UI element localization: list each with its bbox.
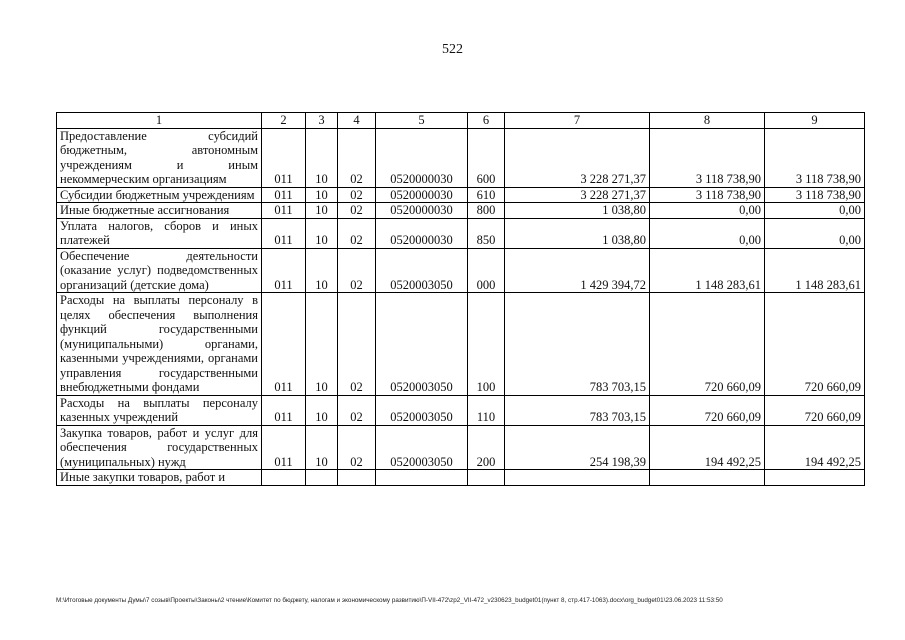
cell-c3: 10 (306, 395, 338, 425)
cell-c9: 194 492,25 (765, 425, 865, 470)
table-row (57, 218, 865, 248)
cell-c7: 783 703,15 (505, 395, 650, 425)
cell-c6: 110 (468, 395, 505, 425)
col-header-1: 1 (57, 113, 262, 129)
page-number: 522 (442, 42, 463, 57)
cell-c6: 100 (468, 293, 505, 396)
col-header-2: 2 (262, 113, 306, 129)
cell-c8 (650, 470, 765, 486)
cell-c5: 0520003050 (376, 395, 468, 425)
cell-c5: 0520000030 (376, 218, 468, 248)
cell-c2: 011 (262, 203, 306, 219)
table-row (57, 293, 865, 396)
cell-c6: 200 (468, 425, 505, 470)
cell-c5: 0520000030 (376, 203, 468, 219)
cell-c7: 254 198,39 (505, 425, 650, 470)
col-header-9: 9 (765, 113, 865, 129)
cell-c8: 3 118 738,90 (650, 128, 765, 187)
table-row (57, 128, 865, 187)
cell-c2: 011 (262, 293, 306, 396)
table-row (57, 187, 865, 203)
cell-c8: 0,00 (650, 218, 765, 248)
cell-c2: 011 (262, 425, 306, 470)
cell-c4: 02 (338, 218, 376, 248)
cell-c6: 600 (468, 128, 505, 187)
cell-c3: 10 (306, 187, 338, 203)
cell-c9: 720 660,09 (765, 293, 865, 396)
cell-c8: 3 118 738,90 (650, 187, 765, 203)
col-header-6: 6 (468, 113, 505, 129)
row-name: Иные закупки товаров, работ и (57, 470, 262, 486)
cell-c5 (376, 470, 468, 486)
row-name: Закупка товаров, работ и услуг для обеспечения государственных (муниципальных) нужд (57, 425, 262, 470)
cell-c4: 02 (338, 248, 376, 293)
cell-c9 (765, 470, 865, 486)
cell-c5: 0520003050 (376, 248, 468, 293)
cell-c9: 0,00 (765, 218, 865, 248)
row-name: Уплата налогов, сборов и иных платежей (57, 218, 262, 248)
row-name: Предоставление субсидий бюджетным, автономным учреждениям и иным некоммерческим организациям (57, 128, 262, 187)
cell-c6: 800 (468, 203, 505, 219)
row-name: Иные бюджетные ассигнования (57, 203, 262, 219)
table-row (57, 395, 865, 425)
cell-c5: 0520000030 (376, 187, 468, 203)
cell-c4: 02 (338, 425, 376, 470)
cell-c5: 0520000030 (376, 128, 468, 187)
cell-c9: 3 118 738,90 (765, 187, 865, 203)
file-path-footer: M:\Итоговые документы Думы\7 созыв\Проекты\Законы\2 чтение\Комитет по бюджету, налогам и экономическому развитию\П-VII-472\zp2_VII-472_v230623_budget01(пункт 8, стр.417-1063).docx\org_budget01\23.06.2023 11:53:50 (56, 597, 723, 604)
cell-c6: 850 (468, 218, 505, 248)
cell-c2 (262, 470, 306, 486)
cell-c4 (338, 470, 376, 486)
col-header-3: 3 (306, 113, 338, 129)
cell-c2: 011 (262, 128, 306, 187)
cell-c4: 02 (338, 293, 376, 396)
row-name: Субсидии бюджетным учреждениям (57, 187, 262, 203)
table-row (57, 203, 865, 219)
cell-c6 (468, 470, 505, 486)
row-name: Обеспечение деятельности (оказание услуг) подведомственных организаций (детские дома) (57, 248, 262, 293)
cell-c3: 10 (306, 248, 338, 293)
cell-c7: 783 703,15 (505, 293, 650, 396)
cell-c4: 02 (338, 128, 376, 187)
cell-c2: 011 (262, 248, 306, 293)
table-row (57, 470, 865, 486)
budget-table (56, 112, 865, 486)
cell-c9: 0,00 (765, 203, 865, 219)
col-header-7: 7 (505, 113, 650, 129)
cell-c4: 02 (338, 187, 376, 203)
cell-c7: 1 038,80 (505, 203, 650, 219)
col-header-8: 8 (650, 113, 765, 129)
table-row (57, 248, 865, 293)
cell-c3: 10 (306, 218, 338, 248)
cell-c7: 3 228 271,37 (505, 128, 650, 187)
cell-c3: 10 (306, 203, 338, 219)
row-name: Расходы на выплаты персоналу казенных учреждений (57, 395, 262, 425)
cell-c4: 02 (338, 395, 376, 425)
cell-c5: 0520003050 (376, 293, 468, 396)
col-header-5: 5 (376, 113, 468, 129)
cell-c2: 011 (262, 395, 306, 425)
header-row (57, 113, 865, 129)
cell-c6: 610 (468, 187, 505, 203)
cell-c9: 3 118 738,90 (765, 128, 865, 187)
col-header-4: 4 (338, 113, 376, 129)
cell-c8: 194 492,25 (650, 425, 765, 470)
cell-c2: 011 (262, 187, 306, 203)
cell-c7: 3 228 271,37 (505, 187, 650, 203)
cell-c9: 720 660,09 (765, 395, 865, 425)
table-row (57, 425, 865, 470)
cell-c7: 1 038,80 (505, 218, 650, 248)
cell-c4: 02 (338, 203, 376, 219)
cell-c8: 720 660,09 (650, 395, 765, 425)
row-name: Расходы на выплаты персоналу в целях обеспечения выполнения функций государственными (муниципальными) органами, казенными учреждениями, органами управления государственными внебюджетными фондами (57, 293, 262, 396)
cell-c2: 011 (262, 218, 306, 248)
cell-c7 (505, 470, 650, 486)
cell-c7: 1 429 394,72 (505, 248, 650, 293)
cell-c8: 1 148 283,61 (650, 248, 765, 293)
cell-c8: 0,00 (650, 203, 765, 219)
cell-c8: 720 660,09 (650, 293, 765, 396)
cell-c6: 000 (468, 248, 505, 293)
cell-c3: 10 (306, 425, 338, 470)
cell-c3: 10 (306, 128, 338, 187)
cell-c9: 1 148 283,61 (765, 248, 865, 293)
cell-c3 (306, 470, 338, 486)
cell-c3: 10 (306, 293, 338, 396)
cell-c5: 0520003050 (376, 425, 468, 470)
